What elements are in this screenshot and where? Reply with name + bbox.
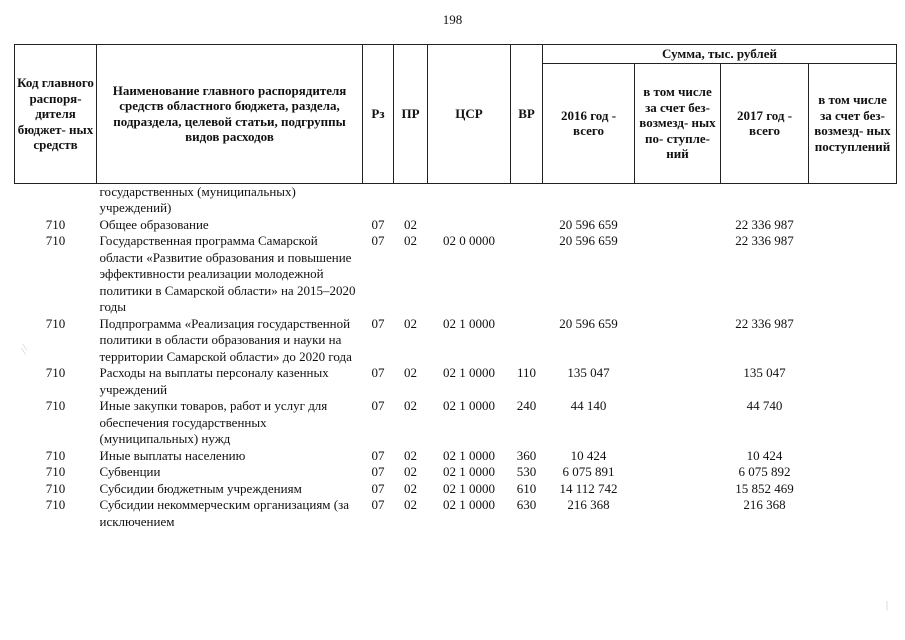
row-rz: 07 bbox=[371, 480, 385, 496]
row-pr: 02 bbox=[404, 315, 417, 331]
row-vr bbox=[511, 233, 543, 316]
row-free-2017 bbox=[809, 497, 897, 530]
row-sum-2016: 10 424 bbox=[570, 447, 607, 463]
row-code: 710 bbox=[45, 233, 66, 248]
row-free-2016 bbox=[635, 448, 721, 465]
row-pr: 02 bbox=[404, 480, 417, 496]
row-sum-2016: 20 596 659 bbox=[559, 315, 618, 331]
table-row bbox=[15, 464, 897, 481]
table-row bbox=[15, 448, 897, 465]
continuation-text: государственных (муниципальных) учреждений) bbox=[99, 183, 296, 215]
table-row bbox=[15, 398, 897, 448]
budget-table bbox=[14, 44, 897, 530]
row-sum-2017: 22 336 987 bbox=[735, 233, 794, 248]
header-2017-total: 2017 год - всего bbox=[721, 63, 809, 183]
row-pr: 02 bbox=[404, 398, 417, 413]
row-csr: 02 1 0000 bbox=[443, 497, 495, 512]
header-code: Код главного распоря- дителя бюджет- ных средств bbox=[15, 45, 97, 184]
row-code: 710 bbox=[45, 497, 66, 512]
row-pr: 02 bbox=[404, 497, 417, 512]
row-sum-2017: 15 852 469 bbox=[735, 480, 794, 496]
row-rz: 07 bbox=[371, 233, 385, 248]
row-vr bbox=[511, 217, 543, 234]
row-sum-2017: 44 740 bbox=[746, 398, 783, 413]
row-csr: 02 1 0000 bbox=[443, 447, 495, 463]
row-code: 710 bbox=[45, 447, 66, 463]
row-vr: 530 bbox=[516, 464, 537, 479]
row-name: Субсидии некоммерческим организациям (за исключением bbox=[99, 497, 350, 529]
row-sum-2017: 135 047 bbox=[743, 365, 786, 380]
row-name: Расходы на выплаты персоналу казенных учреждений bbox=[99, 365, 329, 397]
row-rz: 07 bbox=[371, 464, 385, 479]
row-csr: 02 1 0000 bbox=[443, 480, 495, 496]
row-rz: 07 bbox=[371, 365, 385, 380]
table-row bbox=[15, 481, 897, 498]
row-csr: 02 1 0000 bbox=[443, 315, 495, 331]
header-csr: ЦСР bbox=[428, 45, 511, 184]
row-free-2017 bbox=[809, 316, 897, 366]
row-rz: 07 bbox=[371, 315, 385, 331]
row-sum-2016: 20 596 659 bbox=[559, 233, 618, 248]
row-name: Государственная программа Самарской области «Развитие образования и повышение эффективности реализации молодежной политики в Самарской области» на 2015–2020 годы bbox=[99, 233, 356, 314]
row-csr: 02 1 0000 bbox=[443, 398, 495, 413]
row-code: 710 bbox=[45, 216, 66, 232]
row-vr bbox=[511, 316, 543, 366]
row-free-2016 bbox=[635, 217, 721, 234]
row-free-2016 bbox=[635, 365, 721, 398]
header-2017-free: в том числе за счет без- возмезд- ных поступлений bbox=[809, 63, 897, 183]
row-sum-2016: 135 047 bbox=[567, 365, 610, 380]
row-code: 710 bbox=[45, 398, 66, 413]
row-free-2017 bbox=[809, 233, 897, 316]
table-row bbox=[15, 316, 897, 366]
row-vr: 110 bbox=[516, 365, 537, 380]
row-rz: 07 bbox=[371, 447, 385, 463]
table-row bbox=[15, 365, 897, 398]
row-code: 710 bbox=[45, 464, 66, 479]
scan-mark: ⁄ ⁄ bbox=[18, 344, 32, 355]
row-sum-2017: 22 336 987 bbox=[735, 216, 794, 232]
header-rz: Рз bbox=[363, 45, 394, 184]
header-2016-free: в том числе за счет без- возмезд- ных по- ступле- ний bbox=[635, 63, 721, 183]
row-free-2017 bbox=[809, 481, 897, 498]
page-number: 198 bbox=[442, 12, 463, 27]
row-free-2017 bbox=[809, 398, 897, 448]
header-name: Наименование главного распорядителя средств областного бюджета, раздела, подраздела, целевой статьи, подгруппы видов расходов bbox=[97, 45, 363, 184]
row-sum-2017: 10 424 bbox=[746, 447, 783, 463]
table-header bbox=[15, 45, 897, 184]
row-vr: 360 bbox=[516, 447, 537, 463]
row-free-2016 bbox=[635, 316, 721, 366]
header-sum: Сумма, тыс. рублей bbox=[543, 45, 897, 64]
row-free-2017 bbox=[809, 464, 897, 481]
row-vr: 630 bbox=[516, 497, 537, 512]
row-name: Иные выплаты населению bbox=[99, 447, 246, 463]
table-row bbox=[15, 217, 897, 234]
header-pr: ПР bbox=[394, 45, 428, 184]
table-row bbox=[15, 233, 897, 316]
row-free-2017 bbox=[809, 217, 897, 234]
row-sum-2016: 44 140 bbox=[570, 398, 607, 413]
row-rz: 07 bbox=[371, 216, 385, 232]
row-rz: 07 bbox=[371, 398, 385, 413]
row-name: Субвенции bbox=[99, 464, 161, 479]
row-sum-2016: 14 112 742 bbox=[559, 480, 618, 496]
row-pr: 02 bbox=[404, 233, 417, 248]
row-name: Подпрограмма «Реализация государственной политики в области образования и науки на территории Самарской области» до 2020 года bbox=[99, 315, 352, 364]
row-name: Общее образование bbox=[99, 216, 209, 232]
row-pr: 02 bbox=[404, 365, 417, 380]
row-vr: 240 bbox=[516, 398, 537, 413]
row-pr: 02 bbox=[404, 447, 417, 463]
row-csr: 02 0 0000 bbox=[443, 233, 495, 248]
header-vr: ВР bbox=[511, 45, 543, 184]
row-code: 710 bbox=[45, 365, 66, 380]
row-pr: 02 bbox=[404, 464, 417, 479]
row-pr: 02 bbox=[404, 216, 417, 232]
row-csr bbox=[428, 217, 511, 234]
table-body bbox=[15, 183, 897, 530]
table-row bbox=[15, 497, 897, 530]
row-free-2017 bbox=[809, 365, 897, 398]
row-code: 710 bbox=[45, 480, 66, 496]
row-free-2016 bbox=[635, 497, 721, 530]
row-rz: 07 bbox=[371, 497, 385, 512]
header-2016-total: 2016 год - всего bbox=[543, 63, 635, 183]
row-sum-2016: 20 596 659 bbox=[559, 216, 618, 232]
row-free-2017 bbox=[809, 448, 897, 465]
row-free-2016 bbox=[635, 464, 721, 481]
row-sum-2017: 6 075 892 bbox=[738, 464, 791, 479]
row-sum-2016: 6 075 891 bbox=[562, 464, 615, 479]
table-row-continuation bbox=[15, 183, 897, 217]
row-free-2016 bbox=[635, 398, 721, 448]
row-sum-2017: 22 336 987 bbox=[735, 315, 794, 331]
scan-mark: | bbox=[886, 600, 889, 611]
row-csr: 02 1 0000 bbox=[443, 365, 495, 380]
row-free-2016 bbox=[635, 233, 721, 316]
row-sum-2016: 216 368 bbox=[567, 497, 610, 512]
row-sum-2017: 216 368 bbox=[743, 497, 786, 512]
row-csr: 02 1 0000 bbox=[443, 464, 495, 479]
row-name: Иные закупки товаров, работ и услуг для обеспечения государственных (муниципальных) нужд bbox=[99, 398, 328, 446]
row-vr: 610 bbox=[516, 480, 537, 496]
row-free-2016 bbox=[635, 481, 721, 498]
row-code: 710 bbox=[45, 315, 66, 331]
row-name: Субсидии бюджетным учреждениям bbox=[99, 480, 302, 496]
